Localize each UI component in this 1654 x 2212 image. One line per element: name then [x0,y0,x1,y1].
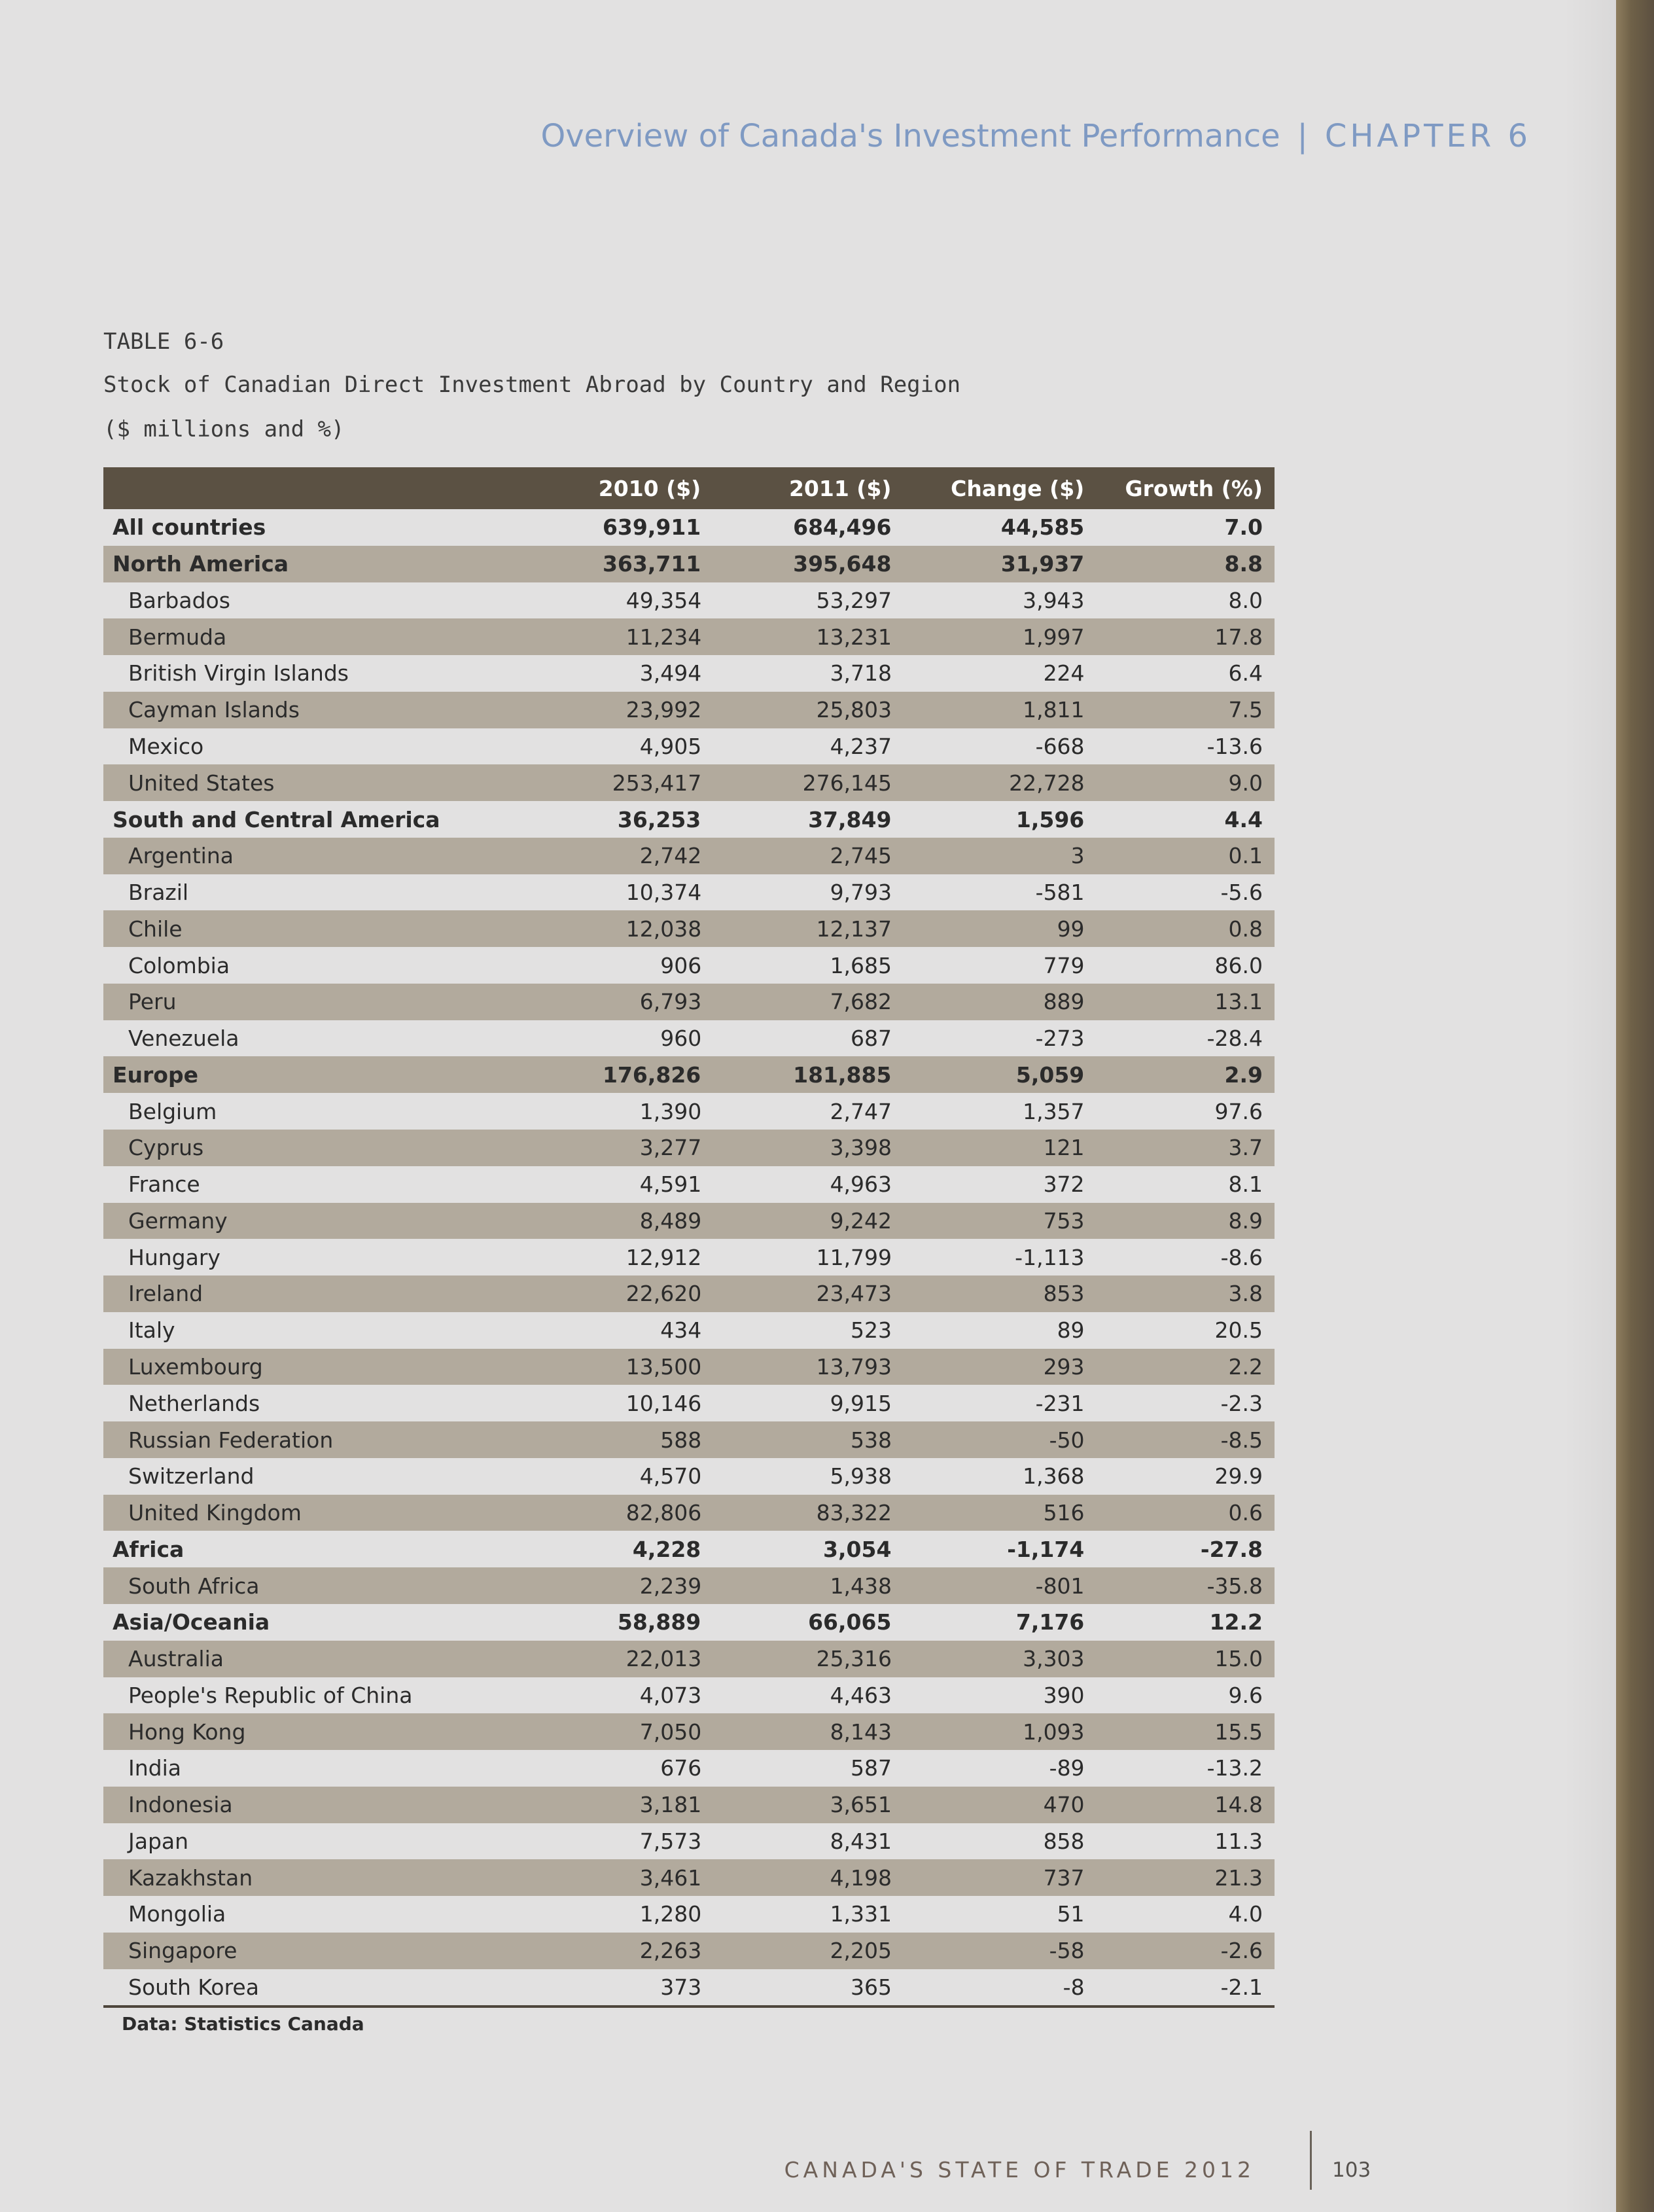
cell-name: British Virgin Islands [128,660,349,687]
table-row [103,1093,1275,1130]
cell-growth: 4.4 [1224,806,1263,832]
cell-2011: 2,747 [830,1098,892,1124]
cell-growth: 6.4 [1228,660,1263,687]
table-title: Stock of Canadian Direct Investment Abroad by Country and Region [103,372,961,398]
cell-name: Cayman Islands [128,697,300,723]
cell-growth: 8.1 [1228,1171,1263,1198]
cell-change: 31,937 [1000,551,1085,577]
cell-2011: 12,137 [816,916,892,942]
cell-2011: 9,242 [830,1207,892,1234]
header-cell-change: Change ($) [951,475,1085,501]
running-head-title: Overview of Canada's Investment Performance [540,118,1280,154]
table-bottom-rule [103,2005,1275,2008]
cell-growth: -2.6 [1220,1938,1263,1964]
cell-growth: 0.1 [1228,843,1263,869]
cell-2011: 83,322 [816,1500,892,1526]
book-spine-edge [1616,0,1654,2212]
cell-name: India [128,1755,181,1781]
cell-name: Indonesia [128,1792,233,1818]
cell-2010: 4,228 [632,1536,701,1562]
cell-change: -581 [1035,880,1085,906]
cell-name: Italy [128,1317,175,1344]
cell-growth: -8.5 [1220,1427,1263,1453]
cell-2011: 13,793 [816,1353,892,1380]
cell-name: Mongolia [128,1901,226,1927]
cell-name: Russian Federation [128,1427,334,1453]
cell-2010: 4,905 [639,733,702,759]
cell-2011: 3,054 [823,1536,892,1562]
cell-2011: 5,938 [830,1463,892,1490]
cell-change: 3 [1070,843,1085,869]
cell-2010: 3,181 [639,1792,702,1818]
table-row [103,1495,1275,1531]
investment-table [103,467,1275,2008]
cell-change: -1,113 [1015,1244,1085,1270]
cell-2010: 2,239 [639,1573,702,1599]
cell-change: 1,997 [1023,624,1085,650]
cell-2010: 10,146 [625,1390,702,1416]
running-head [0,118,1531,154]
cell-2010: 11,234 [625,624,702,650]
cell-growth: 21.3 [1214,1864,1263,1891]
cell-name: South Korea [128,1974,259,2000]
cell-2011: 2,205 [830,1938,892,1964]
cell-growth: 97.6 [1214,1098,1263,1124]
cell-name: Singapore [128,1938,238,1964]
cell-name: All countries [113,514,266,541]
cell-2010: 49,354 [625,587,702,613]
table-row [103,1349,1275,1385]
table-row-region [103,1604,1275,1641]
cell-change: 779 [1043,952,1085,978]
cell-change: 224 [1043,660,1085,687]
table-body [103,509,1275,2005]
table-row [103,692,1275,728]
header-cell-growth: Growth (%) [1125,475,1263,501]
cell-2010: 253,417 [612,770,702,796]
cell-2010: 3,494 [639,660,702,687]
cell-2011: 2,745 [830,843,892,869]
cell-2011: 4,963 [830,1171,892,1198]
cell-name: Mexico [128,733,204,759]
cell-2010: 23,992 [625,697,702,723]
cell-2010: 22,620 [625,1281,702,1307]
cell-2011: 66,065 [808,1609,892,1635]
cell-growth: -2.3 [1220,1390,1263,1416]
cell-change: -668 [1035,733,1085,759]
cell-growth: -28.4 [1206,1026,1263,1052]
cell-growth: 12.2 [1209,1609,1263,1635]
cell-change: 7,176 [1015,1609,1085,1635]
table-row [103,1567,1275,1604]
footer-publication: CANADA'S STATE OF TRADE 2012 [784,2157,1255,2183]
cell-growth: 4.0 [1228,1901,1263,1927]
cell-2010: 13,500 [625,1353,702,1380]
cell-2010: 12,912 [625,1244,702,1270]
table-header-row [103,467,1275,509]
table-row [103,1677,1275,1714]
cell-2010: 639,911 [602,514,701,541]
cell-2010: 4,570 [639,1463,702,1490]
table-row [103,1385,1275,1421]
cell-2011: 4,237 [830,733,892,759]
cell-growth: -8.6 [1220,1244,1263,1270]
cell-name: Colombia [128,952,230,978]
cell-change: -273 [1035,1026,1085,1052]
cell-growth: 9.0 [1228,770,1263,796]
cell-change: 293 [1043,1353,1085,1380]
cell-change: 89 [1057,1317,1085,1344]
table-row [103,874,1275,911]
cell-growth: 7.0 [1224,514,1263,541]
table-row [103,1859,1275,1896]
cell-name: Chile [128,916,183,942]
cell-2011: 25,803 [816,697,892,723]
cell-2010: 363,711 [602,551,701,577]
cell-growth: -5.6 [1220,880,1263,906]
cell-growth: 15.5 [1214,1719,1263,1745]
cell-name: United States [128,770,275,796]
table-row-region [103,1531,1275,1567]
cell-growth: -2.1 [1220,1974,1263,2000]
cell-2010: 12,038 [625,916,702,942]
cell-2011: 587 [851,1755,892,1781]
cell-name: Europe [113,1061,198,1088]
cell-growth: 15.0 [1214,1646,1263,1672]
cell-2011: 9,915 [830,1390,892,1416]
cell-2011: 37,849 [808,806,892,832]
cell-2010: 8,489 [639,1207,702,1234]
cell-change: 121 [1043,1135,1085,1161]
cell-2011: 8,143 [830,1719,892,1745]
table-row [103,1421,1275,1458]
cell-2011: 687 [851,1026,892,1052]
table-row [103,1787,1275,1823]
cell-name: Luxembourg [128,1353,263,1380]
cell-2011: 23,473 [816,1281,892,1307]
cell-name: Cyprus [128,1135,204,1161]
cell-2010: 4,591 [639,1171,702,1198]
table-row [103,1641,1275,1677]
table-row [103,655,1275,692]
cell-name: People's Republic of China [128,1682,413,1708]
cell-name: United Kingdom [128,1500,302,1526]
cell-change: 390 [1043,1682,1085,1708]
cell-change: 3,943 [1023,587,1085,613]
cell-2010: 10,374 [625,880,702,906]
cell-change: 1,596 [1015,806,1085,832]
header-cell-2010: 2010 ($) [598,475,701,501]
cell-growth: 8.9 [1228,1207,1263,1234]
cell-2011: 3,718 [830,660,892,687]
cell-change: 858 [1043,1828,1085,1854]
cell-name: Peru [128,989,177,1015]
cell-change: -50 [1049,1427,1085,1453]
cell-name: North America [113,551,289,577]
cell-name: Australia [128,1646,224,1672]
table-row-region [103,801,1275,838]
table-row [103,1458,1275,1495]
cell-growth: 17.8 [1214,624,1263,650]
running-head-separator: | [1297,118,1308,154]
cell-2010: 7,573 [639,1828,702,1854]
cell-change: 22,728 [1009,770,1085,796]
cell-name: South and Central America [113,806,440,832]
table-row [103,764,1275,801]
cell-2010: 960 [660,1026,702,1052]
table-row [103,1750,1275,1787]
cell-change: 516 [1043,1500,1085,1526]
table-label: TABLE 6-6 [103,329,224,355]
cell-growth: 20.5 [1214,1317,1263,1344]
cell-change: 372 [1043,1171,1085,1198]
table-subtitle: ($ millions and %) [103,416,345,442]
cell-name: Netherlands [128,1390,260,1416]
table-row-region [103,509,1275,546]
cell-2011: 395,648 [793,551,892,577]
cell-2011: 523 [851,1317,892,1344]
cell-2011: 3,651 [830,1792,892,1818]
cell-2011: 13,231 [816,624,892,650]
cell-name: Africa [113,1536,185,1562]
table-row [103,1823,1275,1860]
table-row [103,1933,1275,1969]
cell-2010: 676 [660,1755,702,1781]
cell-growth: 3.8 [1228,1281,1263,1307]
table-row [103,1312,1275,1349]
cell-growth: 8.8 [1224,551,1263,577]
cell-2011: 7,682 [830,989,892,1015]
table-row [103,1239,1275,1275]
cell-2011: 538 [851,1427,892,1453]
cell-growth: 2.2 [1228,1353,1263,1380]
cell-change: 51 [1057,1901,1085,1927]
cell-growth: 11.3 [1214,1828,1263,1854]
cell-2011: 53,297 [816,587,892,613]
cell-change: 853 [1043,1281,1085,1307]
cell-2010: 1,390 [639,1098,702,1124]
cell-2011: 181,885 [793,1061,892,1088]
table-row [103,1130,1275,1166]
cell-name: Japan [128,1828,189,1854]
cell-2011: 1,438 [830,1573,892,1599]
cell-name: Hong Kong [128,1719,246,1745]
cell-name: Germany [128,1207,228,1234]
cell-2011: 8,431 [830,1828,892,1854]
cell-2010: 6,793 [639,989,702,1015]
table-row [103,1020,1275,1057]
cell-change: -89 [1049,1755,1085,1781]
table-row [103,582,1275,619]
cell-2010: 1,280 [639,1901,702,1927]
cell-2011: 9,793 [830,880,892,906]
page-gutter-shadow [1564,0,1616,2212]
cell-growth: 0.6 [1228,1500,1263,1526]
cell-change: 1,368 [1023,1463,1085,1490]
cell-2011: 276,145 [802,770,892,796]
cell-2011: 11,799 [816,1244,892,1270]
cell-2011: 4,463 [830,1682,892,1708]
cell-change: -8 [1063,1974,1085,2000]
cell-name: Bermuda [128,624,227,650]
cell-2011: 365 [851,1974,892,2000]
cell-change: 753 [1043,1207,1085,1234]
table-row [103,618,1275,655]
cell-growth: -35.8 [1206,1573,1263,1599]
source-note: Data: Statistics Canada [122,2013,364,2035]
cell-2011: 3,398 [830,1135,892,1161]
cell-name: Switzerland [128,1463,255,1490]
cell-name: Belgium [128,1098,217,1124]
cell-name: Hungary [128,1244,220,1270]
cell-name: France [128,1171,200,1198]
header-cell-2011: 2011 ($) [788,475,892,501]
cell-growth: 14.8 [1214,1792,1263,1818]
table-row [103,1203,1275,1240]
cell-2011: 1,331 [830,1901,892,1927]
cell-change: 889 [1043,989,1085,1015]
cell-2010: 3,277 [639,1135,702,1161]
cell-change: 470 [1043,1792,1085,1818]
cell-2010: 4,073 [639,1682,702,1708]
cell-change: 1,811 [1023,697,1085,723]
cell-growth: 0.8 [1228,916,1263,942]
cell-2010: 2,742 [639,843,702,869]
cell-2011: 1,685 [830,952,892,978]
cell-name: Argentina [128,843,234,869]
cell-change: 44,585 [1000,514,1085,541]
table-row [103,1275,1275,1312]
cell-growth: 29.9 [1214,1463,1263,1490]
table-row [103,984,1275,1020]
cell-change: 1,357 [1023,1098,1085,1124]
table-row [103,1969,1275,2006]
table-row [103,1166,1275,1203]
cell-change: 737 [1043,1864,1085,1891]
cell-name: Barbados [128,587,230,613]
cell-growth: -27.8 [1200,1536,1263,1562]
table-row-region [103,1056,1275,1093]
cell-change: 1,093 [1023,1719,1085,1745]
footer-divider [1310,2131,1312,2190]
cell-growth: 2.9 [1224,1061,1263,1088]
cell-growth: 86.0 [1214,952,1263,978]
cell-name: Kazakhstan [128,1864,253,1891]
chapter-label: CHAPTER 6 [1324,118,1531,154]
cell-2011: 25,316 [816,1646,892,1672]
cell-2010: 22,013 [625,1646,702,1672]
cell-2011: 4,198 [830,1864,892,1891]
page-number: 103 [1332,2158,1371,2182]
table-row [103,910,1275,947]
cell-name: Venezuela [128,1026,239,1052]
cell-growth: -13.6 [1206,733,1263,759]
cell-growth: 3.7 [1228,1135,1263,1161]
cell-2010: 58,889 [617,1609,701,1635]
table-row [103,947,1275,984]
table-row-region [103,546,1275,582]
cell-change: -801 [1035,1573,1085,1599]
table-row [103,838,1275,874]
cell-change: -58 [1049,1938,1085,1964]
cell-growth: 9.6 [1228,1682,1263,1708]
cell-2010: 82,806 [625,1500,702,1526]
cell-2010: 2,263 [639,1938,702,1964]
cell-name: South Africa [128,1573,260,1599]
cell-change: -231 [1035,1390,1085,1416]
cell-2010: 434 [660,1317,702,1344]
cell-growth: 8.0 [1228,587,1263,613]
cell-growth: 7.5 [1228,697,1263,723]
cell-2010: 36,253 [617,806,701,832]
cell-2010: 906 [660,952,702,978]
cell-2010: 176,826 [602,1061,701,1088]
cell-2010: 373 [660,1974,702,2000]
cell-change: 3,303 [1023,1646,1085,1672]
cell-name: Brazil [128,880,189,906]
cell-change: -1,174 [1007,1536,1085,1562]
cell-2010: 7,050 [639,1719,702,1745]
cell-growth: 13.1 [1214,989,1263,1015]
cell-2011: 684,496 [793,514,892,541]
table-row [103,728,1275,765]
table-row [103,1713,1275,1750]
table-row [103,1896,1275,1933]
cell-name: Ireland [128,1281,203,1307]
cell-name: Asia/Oceania [113,1609,270,1635]
cell-2010: 3,461 [639,1864,702,1891]
cell-change: 5,059 [1015,1061,1085,1088]
cell-change: 99 [1057,916,1085,942]
cell-growth: -13.2 [1206,1755,1263,1781]
cell-2010: 588 [660,1427,702,1453]
